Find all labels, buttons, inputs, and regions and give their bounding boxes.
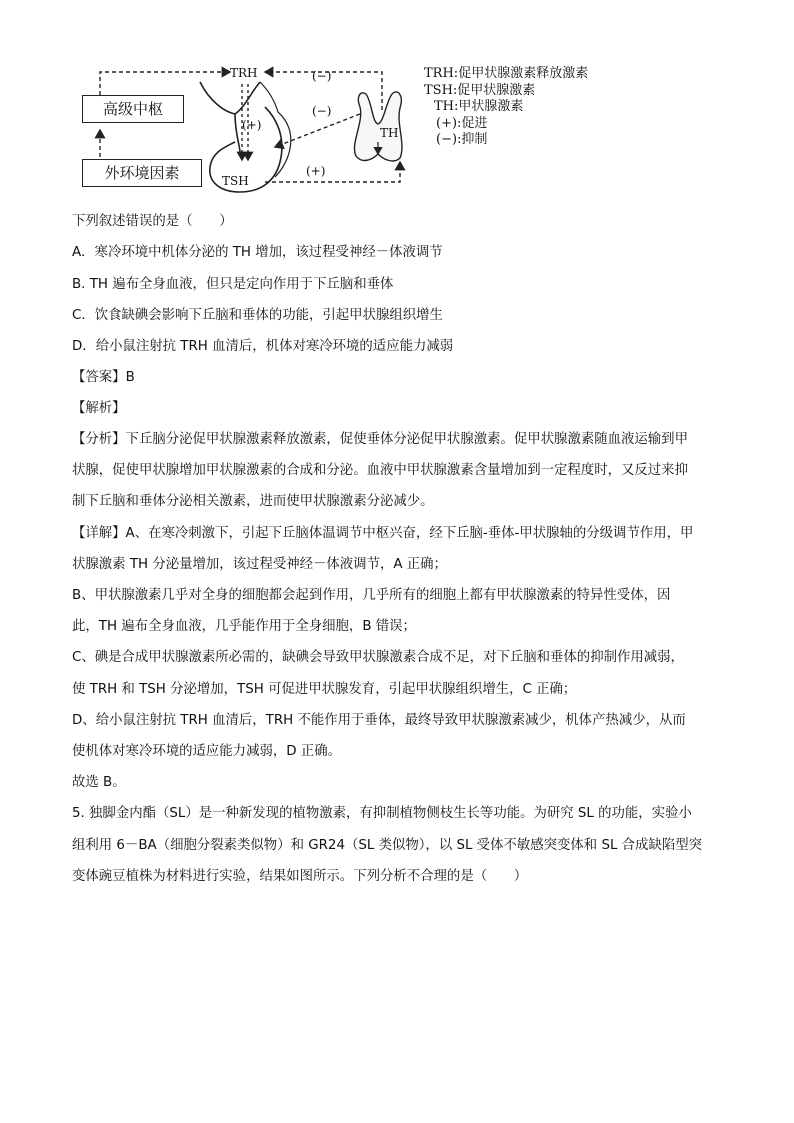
- detail-line: B、甲状腺激素几乎对全身的细胞都会起到作用，几乎所有的细胞上都有甲状腺激素的特异性受体，因: [72, 588, 671, 603]
- option-c: C．饮食缺碘会影响下丘脑和垂体的功能，引起甲状腺组织增生: [72, 308, 443, 323]
- box-higher-center: 高级中枢: [82, 95, 184, 123]
- legend-item: TRH:促甲状腺激素释放激素: [424, 66, 589, 81]
- analysis-line: 制下丘脑和垂体分泌相关激素，进而使甲状腺激素分泌减少。: [72, 494, 434, 509]
- answer-line: [72, 368, 732, 388]
- label-trh: TRH: [230, 66, 258, 80]
- detail-line: C、碘是合成甲状腺激素所必需的，缺碘会导致甲状腺激素合成不足，对下丘脑和垂体的抑制作用减弱，: [72, 650, 684, 665]
- legend-item: (+):促进: [436, 115, 488, 131]
- label-minus-2: (−): [312, 104, 332, 118]
- label-th: TH: [380, 126, 399, 140]
- analysis-tag: 【解析】: [72, 401, 126, 416]
- question5-line: 变体豌豆植株为材料进行实验，结果如图所示。下列分析不合理的是（ ）: [72, 869, 528, 884]
- option-b: B. TH 遍布全身血液，但只是定向作用于下丘脑和垂体: [72, 277, 394, 292]
- option-d: D．给小鼠注射抗 TRH 血清后，机体对寒冷环境的适应能力减弱: [72, 339, 454, 354]
- detail-line: D、给小鼠注射抗 TRH 血清后，TRH 不能作用于垂体，最终导致甲状腺激素减少，机体产热减少，从而: [72, 713, 686, 728]
- box-environment-factors: 外环境因素: [82, 159, 202, 187]
- detail-line: 此，TH 遍布全身血液，几乎能作用于全身细胞，B 错误；: [72, 619, 416, 634]
- diagram-legend: [424, 66, 588, 149]
- detail-line: 状腺激素 TH 分泌量增加，该过程受神经－体液调节，A 正确；: [72, 557, 447, 572]
- analysis-line: 【分析】下丘脑分泌促甲状腺激素释放激素，促使垂体分泌促甲状腺激素。促甲状腺激素随血液运输到甲: [72, 432, 688, 447]
- conclusion: 故选 B。: [72, 775, 126, 790]
- detail-line: 使 TRH 和 TSH 分泌增加，TSH 可促进甲状腺发育，引起甲状腺组织增生，C 正确；: [72, 682, 577, 697]
- option-a: A．寒冷环境中机体分泌的 TH 增加，该过程受神经－体液调节: [72, 245, 443, 260]
- label-plus-2: (+): [306, 164, 326, 178]
- answer-tag: 【答案】: [72, 370, 126, 385]
- analysis-line: 状腺，促使甲状腺增加甲状腺激素的合成和分泌。血液中甲状腺激素含量增加到一定程度时，又反过来抑: [72, 463, 688, 478]
- label-minus-1: (−): [312, 69, 332, 83]
- legend-item: TSH:促甲状腺激素: [424, 82, 536, 98]
- question5-line: 5. 独脚金内酯（SL）是一种新发现的植物激素，有抑制植物侧枝生长等功能。为研究 SL 的功能，实验小: [72, 806, 692, 821]
- legend-item: (−):抑制: [436, 132, 488, 147]
- question5-line: 组利用 6－BA（细胞分裂素类似物）和 GR24（SL 类似物），以 SL 受体不敏感突变体和 SL 合成缺陷型突: [72, 838, 703, 853]
- answer-value: B: [125, 370, 135, 385]
- question-stem: 下列叙述错误的是（ ）: [72, 214, 233, 229]
- legend-item: TH:甲状腺激素: [434, 99, 524, 114]
- label-plus-1: (+): [242, 118, 262, 132]
- detail-line: 【详解】A、在寒冷刺激下，引起下丘脑体温调节中枢兴奋，经下丘脑-垂体-甲状腺轴的分级调节作用，甲: [72, 526, 694, 541]
- hormone-regulation-diagram: [60, 52, 460, 202]
- label-tsh: TSH: [222, 174, 249, 188]
- detail-line: 使机体对寒冷环境的适应能力减弱，D 正确。: [72, 744, 341, 759]
